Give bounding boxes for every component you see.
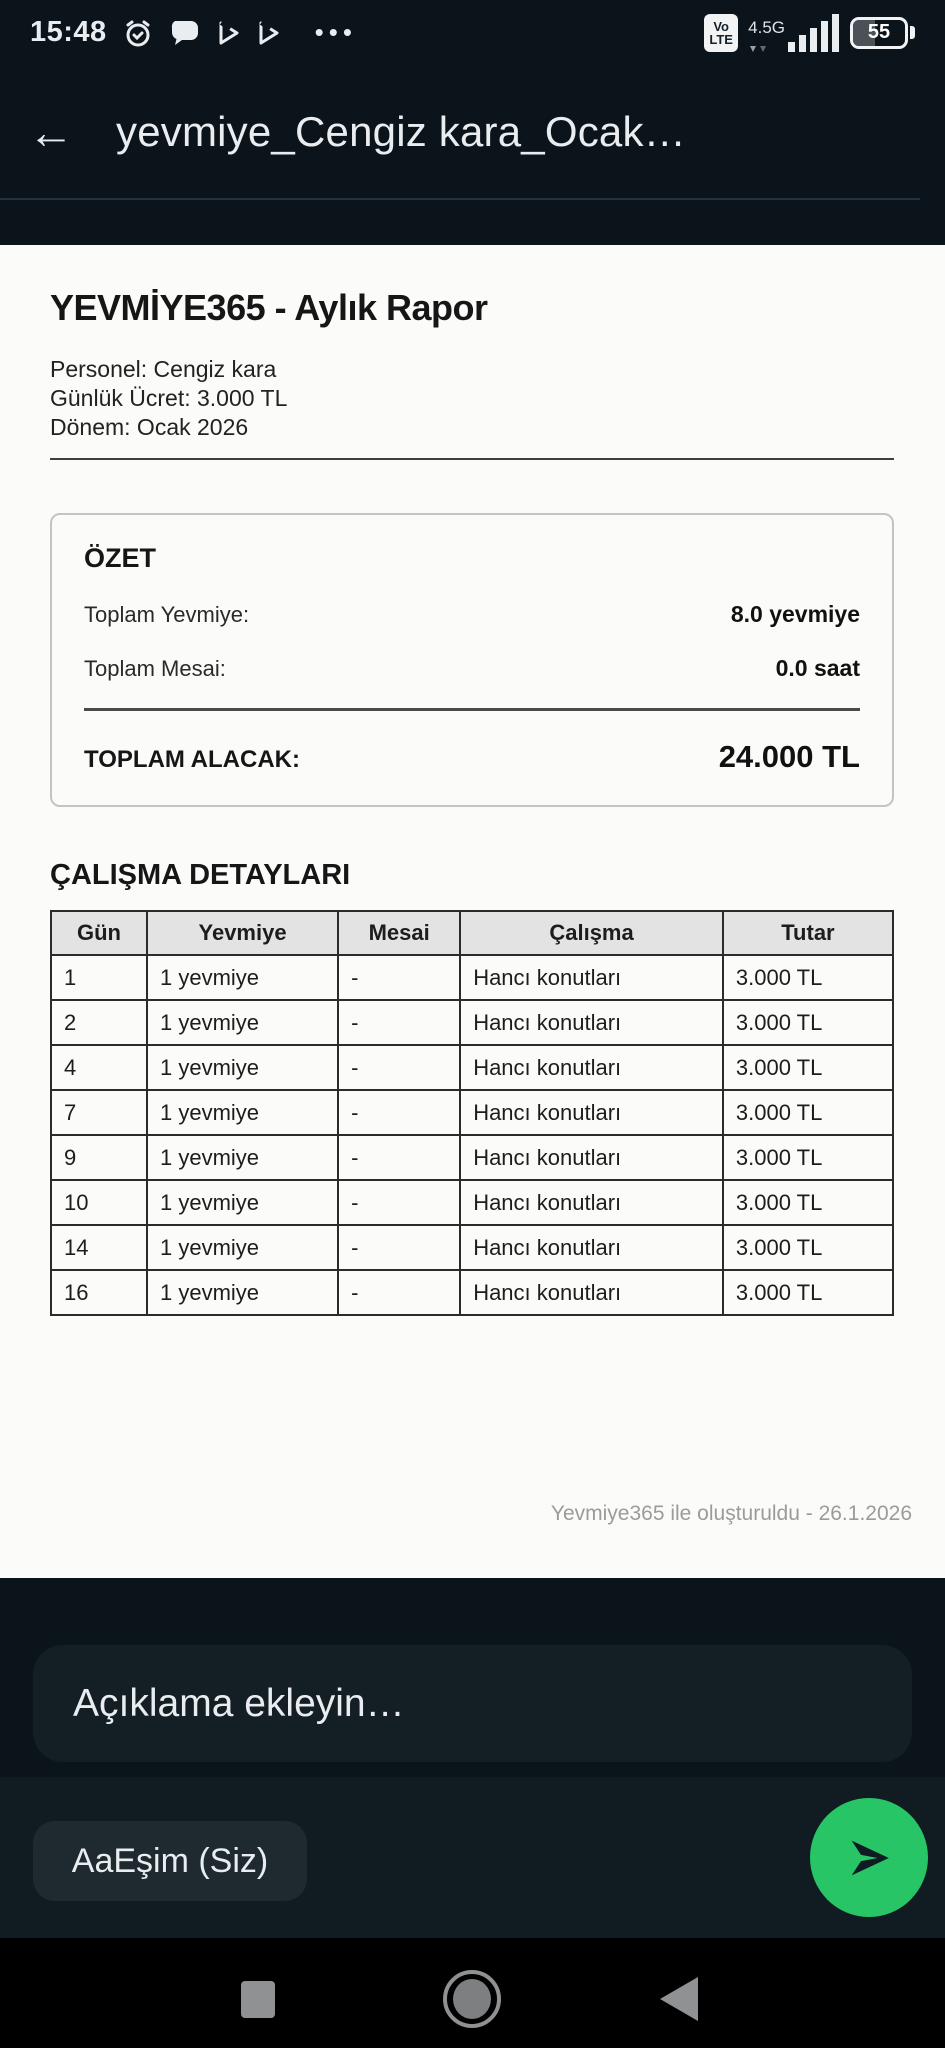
status-time: 15:48 [30, 16, 107, 48]
caption-placeholder: Açıklama ekleyin… [73, 1681, 405, 1725]
cell-tutar: 3.000 TL [723, 1045, 893, 1090]
volte-icon: Vo LTE [704, 14, 738, 52]
cell-yevmiye: 1 yevmiye [147, 1135, 338, 1180]
cell-mesai: - [338, 1270, 460, 1315]
summary-divider [84, 708, 860, 711]
cell-tutar: 3.000 TL [723, 1090, 893, 1135]
table-row [51, 1270, 893, 1315]
recipient-chip-label: AaEşim (Siz) [71, 1841, 269, 1880]
cell-tutar: 3.000 TL [723, 1180, 893, 1225]
summary-title: ÖZET [84, 543, 156, 573]
cell-calisma: Hancı konutları [460, 955, 723, 1000]
table-row [51, 1225, 893, 1270]
signal-strength-icon [748, 14, 840, 52]
alarm-icon [123, 18, 153, 48]
summary-total-value: 24.000 TL [718, 739, 860, 774]
status-bar [0, 0, 945, 65]
table-row [51, 1000, 893, 1045]
report-info-line: Personel: Cengiz kara [50, 356, 277, 382]
column-header: Yevmiye [147, 911, 338, 955]
caption-input[interactable] [33, 1645, 912, 1762]
send-button[interactable] [810, 1798, 928, 1917]
summary-row [84, 655, 860, 682]
column-header: Tutar [723, 911, 893, 955]
cell-calisma: Hancı konutları [460, 1090, 723, 1135]
cell-yevmiye: 1 yevmiye [147, 1270, 338, 1315]
more-notifications-dots: ••• [314, 17, 357, 47]
details-title: ÇALIŞMA DETAYLARI [50, 859, 351, 891]
report-info-line: Günlük Ücret: 3.000 TL [50, 385, 288, 411]
cell-calisma: Hancı konutları [460, 1135, 723, 1180]
document-preview[interactable] [0, 245, 945, 1578]
summary-label: Toplam Yevmiye: [84, 602, 250, 627]
cell-yevmiye: 1 yevmiye [147, 1225, 338, 1270]
table-row [51, 1045, 893, 1090]
column-header: Mesai [338, 911, 460, 955]
cell-calisma: Hancı konutları [460, 1045, 723, 1090]
table-row [51, 1135, 893, 1180]
cell-calisma: Hancı konutları [460, 1225, 723, 1270]
table-row [51, 1090, 893, 1135]
summary-value: 8.0 yevmiye [730, 601, 860, 627]
cell-day: 9 [51, 1135, 147, 1180]
info-divider [50, 458, 894, 460]
summary-row [84, 601, 860, 628]
cell-yevmiye: 1 yevmiye [147, 1045, 338, 1090]
summary-label: Toplam Mesai: [84, 656, 226, 681]
cell-yevmiye: 1 yevmiye [147, 1000, 338, 1045]
column-header: Çalışma [460, 911, 723, 955]
cell-day: 10 [51, 1180, 147, 1225]
cell-day: 7 [51, 1090, 147, 1135]
home-button[interactable] [443, 1970, 501, 2028]
back-button[interactable]: ← [28, 105, 74, 158]
cell-calisma: Hancı konutları [460, 1270, 723, 1315]
summary-box [50, 513, 894, 807]
play-icon [217, 20, 241, 46]
generated-by-footer: Yevmiye365 ile oluşturuldu - 26.1.2026 [550, 1502, 912, 1525]
app-header [0, 65, 945, 198]
network-type-label: 4.5G [748, 17, 785, 37]
cell-yevmiye: 1 yevmiye [147, 1180, 338, 1225]
cell-yevmiye: 1 yevmiye [147, 1090, 338, 1135]
recent-apps-button[interactable] [241, 1981, 275, 2018]
table-row [51, 955, 893, 1000]
recipient-chip[interactable] [33, 1821, 307, 1901]
battery-percent: 55 [867, 21, 891, 43]
summary-total-label: TOPLAM ALACAK: [84, 746, 300, 773]
cell-mesai: - [338, 1000, 460, 1045]
cell-day: 14 [51, 1225, 147, 1270]
cell-day: 16 [51, 1270, 147, 1315]
play-icon [257, 20, 281, 46]
cell-tutar: 3.000 TL [723, 1270, 893, 1315]
nav-back-button[interactable] [660, 1977, 698, 2021]
report-title: YEVMİYE365 - Aylık Rapor [50, 287, 488, 328]
cell-day: 1 [51, 955, 147, 1000]
work-details-table [50, 910, 894, 1316]
summary-value: 0.0 saat [775, 655, 860, 681]
cell-day: 2 [51, 1000, 147, 1045]
cell-mesai: - [338, 1090, 460, 1135]
cell-mesai: - [338, 1180, 460, 1225]
table-row [51, 1180, 893, 1225]
document-filename-title: yevmiye_Cengiz kara_Ocak… [116, 107, 686, 155]
cell-yevmiye: 1 yevmiye [147, 955, 338, 1000]
battery-icon [850, 17, 915, 49]
android-navigation-bar [0, 1938, 945, 2048]
send-icon [843, 1832, 895, 1884]
cell-calisma: Hancı konutları [460, 1180, 723, 1225]
column-header: Gün [51, 911, 147, 955]
summary-total-row [84, 739, 860, 775]
table-header-row [51, 911, 893, 955]
home-button-inner [453, 1979, 491, 2019]
cell-day: 4 [51, 1045, 147, 1090]
cell-mesai: - [338, 1045, 460, 1090]
composer-area [0, 1578, 945, 1938]
send-panel [0, 1777, 945, 1938]
cell-mesai: - [338, 955, 460, 1000]
report-info [50, 355, 894, 442]
header-divider [0, 198, 920, 200]
cell-tutar: 3.000 TL [723, 1000, 893, 1045]
cell-tutar: 3.000 TL [723, 1225, 893, 1270]
cell-mesai: - [338, 1135, 460, 1180]
report-info-line: Dönem: Ocak 2026 [50, 414, 249, 440]
cell-calisma: Hancı konutları [460, 1000, 723, 1045]
cell-tutar: 3.000 TL [723, 955, 893, 1000]
cell-mesai: - [338, 1225, 460, 1270]
chat-bubble-icon [169, 18, 201, 48]
cell-tutar: 3.000 TL [723, 1135, 893, 1180]
